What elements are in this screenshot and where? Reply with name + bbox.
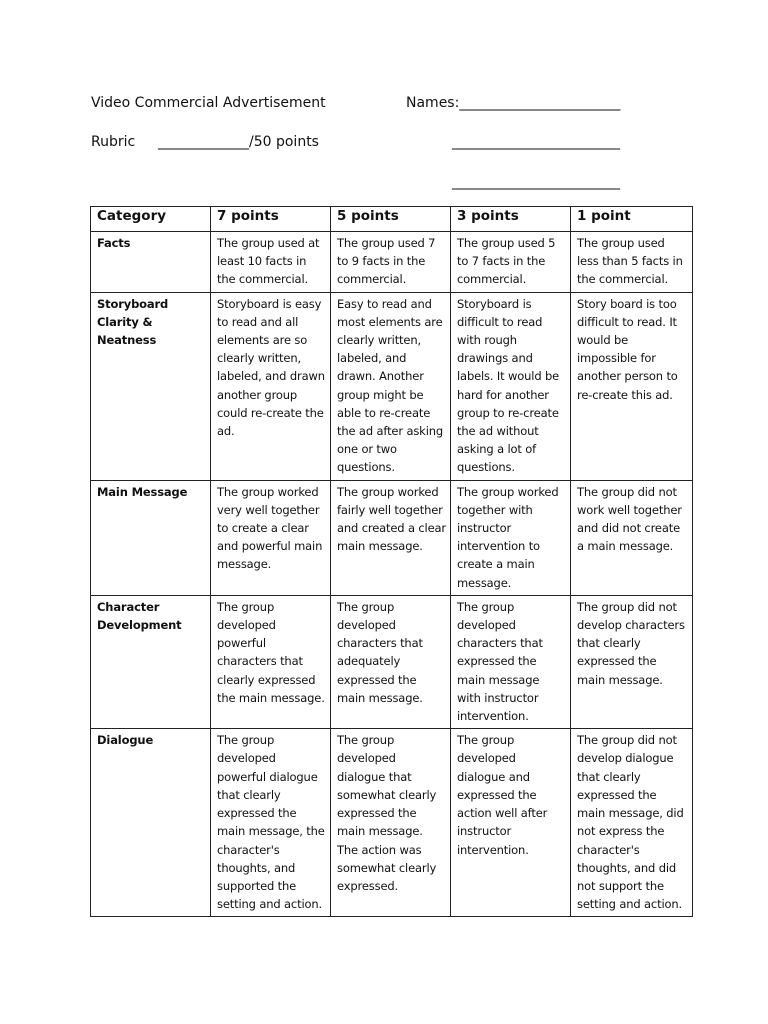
criteria-cell: The group used 7 to 9 facts in the commercial. — [331, 232, 451, 293]
table-row — [91, 729, 693, 917]
category-cell: Facts — [91, 232, 211, 293]
criteria-cell: The group did not develop characters that clearly expressed the main message. — [571, 595, 693, 728]
column-header-category: Category — [91, 207, 211, 232]
criteria-cell: The group used 5 to 7 facts in the commercial. — [451, 232, 571, 293]
column-header-5-points: 5 points — [331, 207, 451, 232]
names-field: Names:_______________________ — [406, 95, 621, 111]
criteria-cell: The group developed characters that adequately expressed the main message. — [331, 595, 451, 728]
criteria-cell: Storyboard is difficult to read with rough drawings and labels. It would be hard for another group to re-create the ad without asking a lot of questions. — [451, 292, 571, 480]
table-row — [91, 480, 693, 595]
criteria-cell: The group did not develop dialogue that clearly expressed the main message, did not express the character's thoughts, and did not support the setting and action. — [571, 729, 693, 917]
name-line-2: ________________________ — [452, 134, 620, 150]
criteria-cell: The group did not work well together and did not create a main message. — [571, 480, 693, 595]
criteria-cell: Easy to read and most elements are clearly written, labeled, and drawn. Another group might be able to re-create the ad after asking one or two questions. — [331, 292, 451, 480]
criteria-cell: Storyboard is easy to read and all elements are so clearly written, labeled, and drawn another group could re-create the ad. — [211, 292, 331, 480]
criteria-cell: The group developed dialogue and expressed the action well after instructor intervention. — [451, 729, 571, 917]
category-cell: Storyboard Clarity & Neatness — [91, 292, 211, 480]
criteria-cell: The group worked together with instructor intervention to create a main message. — [451, 480, 571, 595]
document-title: Video Commercial Advertisement — [91, 95, 326, 111]
table-row — [91, 595, 693, 728]
category-cell: Character Development — [91, 595, 211, 728]
table-row — [91, 232, 693, 293]
score-blank: _____________/50 points — [158, 134, 319, 150]
criteria-cell: The group developed powerful dialogue that clearly expressed the main message, the character's thoughts, and supported the setting and action. — [211, 729, 331, 917]
table-row — [91, 292, 693, 480]
criteria-cell: The group worked fairly well together and created a clear main message. — [331, 480, 451, 595]
column-header-3-points: 3 points — [451, 207, 571, 232]
criteria-cell: The group used at least 10 facts in the commercial. — [211, 232, 331, 293]
name-line-3: ________________________ — [452, 174, 620, 190]
rubric-table — [90, 206, 693, 917]
rubric-label: Rubric — [91, 134, 136, 150]
category-cell: Dialogue — [91, 729, 211, 917]
criteria-cell: The group used less than 5 facts in the commercial. — [571, 232, 693, 293]
criteria-cell: The group developed powerful characters that clearly expressed the main message. — [211, 595, 331, 728]
criteria-cell: The group developed dialogue that somewhat clearly expressed the main message. The action was somewhat clearly expressed. — [331, 729, 451, 917]
column-header-7-points: 7 points — [211, 207, 331, 232]
criteria-cell: The group worked very well together to create a clear and powerful main message. — [211, 480, 331, 595]
criteria-cell: Story board is too difficult to read. It would be impossible for another person to re-create this ad. — [571, 292, 693, 480]
header-row — [91, 207, 693, 232]
column-header-1-point: 1 point — [571, 207, 693, 232]
category-cell: Main Message — [91, 480, 211, 595]
criteria-cell: The group developed characters that expressed the main message with instructor intervention. — [451, 595, 571, 728]
